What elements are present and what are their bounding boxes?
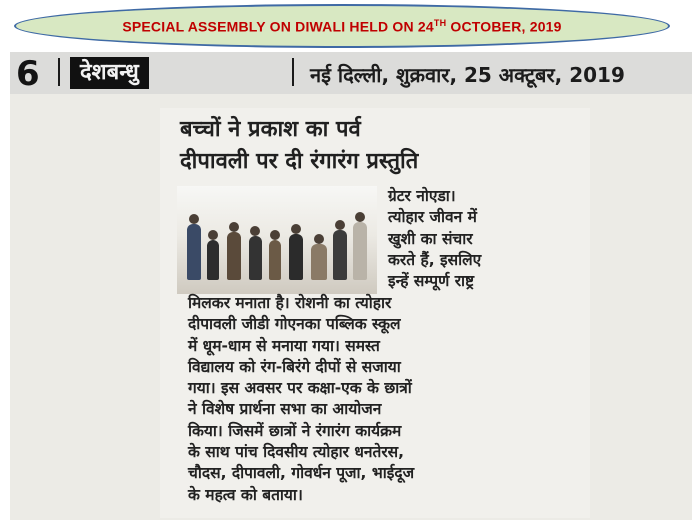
article-line: खुशी का संचार <box>388 229 473 248</box>
newspaper-clipping <box>10 52 692 520</box>
article-line: के साथ पांच दिवसीय त्योहार धनतेरस, <box>188 443 405 462</box>
photo-figure <box>249 236 262 280</box>
photo-figure <box>289 234 303 280</box>
photo-figure-head <box>189 214 199 224</box>
photo-figure <box>187 224 201 280</box>
article-line: चौदस, दीपावली, गोवर्धन पूजा, भाईदूज <box>188 464 415 483</box>
newspaper-masthead <box>10 52 692 94</box>
article-line: विद्यालय को रंग-बिरंगे दीपों से सजाया <box>188 357 401 376</box>
article-line: मिलकर मनाता है। रोशनी का त्योहार <box>188 294 392 312</box>
newspaper-dateline: नई दिल्ली, शुक्रवार, 25 अक्टूबर, 2019 <box>310 63 625 87</box>
article-line: गया। इस अवसर पर कक्षा-एक के छात्रों <box>188 379 412 398</box>
photo-figure <box>269 240 281 280</box>
article-line: करते हैं, इसलिए <box>388 250 482 269</box>
photo-figure <box>353 222 367 280</box>
masthead-divider <box>292 58 294 86</box>
article-headline <box>180 114 418 178</box>
photo-figure <box>227 232 241 280</box>
article-line: के महत्व को बताया। <box>188 485 303 504</box>
photo-figure-head <box>229 222 239 232</box>
headline-line: दीपावली पर दी रंगारंग प्रस्तुति <box>180 149 419 174</box>
newspaper-logo: देशबन्धु <box>70 57 149 89</box>
article-line: किया। जिसमें छात्रों ने रंगारंग कार्यक्रम <box>188 421 402 440</box>
event-photo <box>177 186 377 294</box>
photo-figure <box>311 244 327 280</box>
photo-figure-head <box>335 220 345 230</box>
title-banner <box>14 4 670 48</box>
photo-figure-head <box>250 226 260 236</box>
article-line: त्योहार जीवन में <box>388 208 477 227</box>
photo-figure-head <box>208 230 218 240</box>
photo-figure <box>207 240 219 280</box>
photo-figure-head <box>355 212 365 222</box>
photo-figure-head <box>270 230 280 240</box>
article-line: ने विशेष प्रार्थना सभा का आयोजन <box>188 400 382 419</box>
article-line: दीपावली जीडी गोएनका पब्लिक स्कूल <box>188 315 401 334</box>
article-line: ग्रेटर नोएडा। <box>388 187 456 205</box>
article-body <box>188 293 414 506</box>
photo-figure <box>333 230 347 280</box>
article-column <box>388 186 481 292</box>
masthead-divider <box>58 58 60 86</box>
page-number: 6 <box>16 54 40 94</box>
banner-title: SPECIAL ASSEMBLY ON DIWALI HELD ON 24TH OCTOBER, 2019 <box>122 17 562 35</box>
photo-figure-head <box>291 224 301 234</box>
photo-figure-head <box>314 234 324 244</box>
headline-line: बच्चों ने प्रकाश का पर्व <box>180 117 361 142</box>
article-line: में धूम-धाम से मनाया गया। समस्त <box>188 336 380 355</box>
article-line: इन्हें सम्पूर्ण राष्ट्र <box>388 272 475 291</box>
